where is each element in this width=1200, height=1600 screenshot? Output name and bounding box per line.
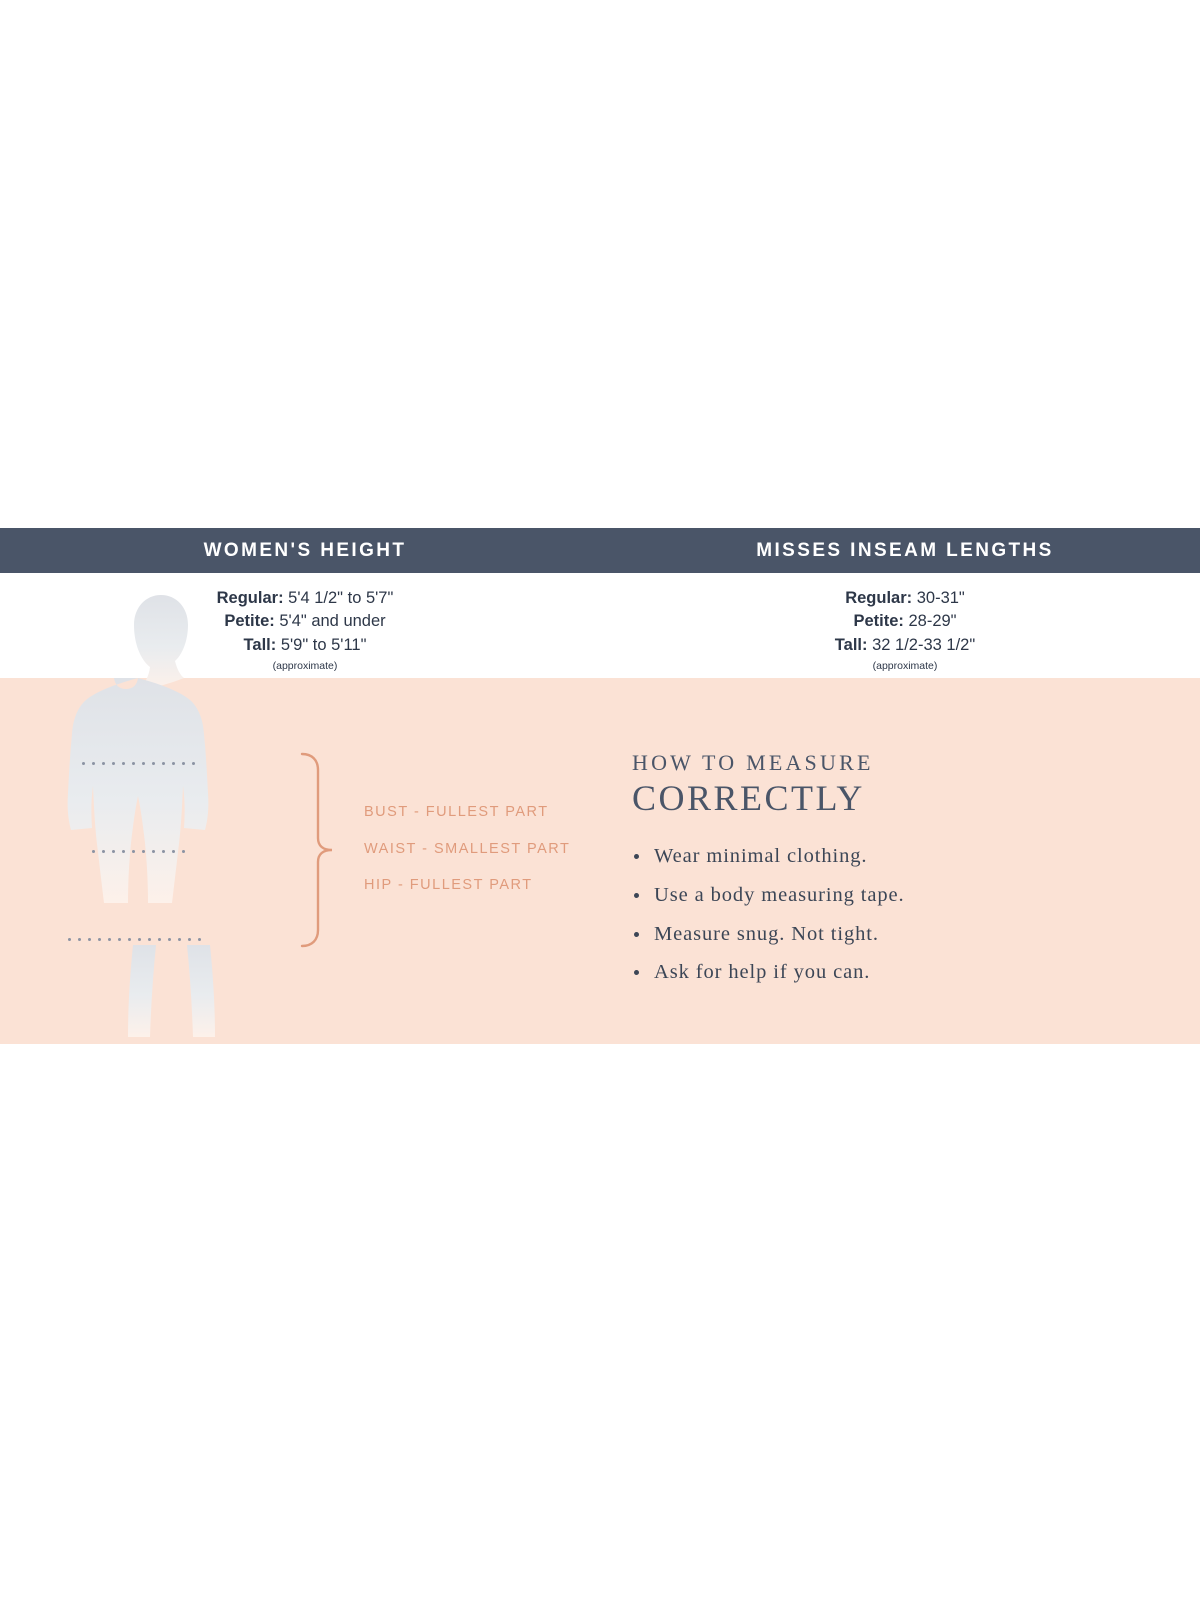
tip-item: Measure snug. Not tight. bbox=[632, 922, 1152, 948]
measurement-label-list bbox=[364, 805, 570, 915]
inseam-row-regular bbox=[845, 587, 965, 610]
inseam-row-petite-label: Petite: bbox=[853, 612, 904, 631]
measure-label-waist: WAIST - SMALLEST PART bbox=[364, 840, 571, 857]
header-title-misses-inseam: MISSES INSEAM LENGTHS bbox=[756, 539, 1054, 561]
tip-item: Wear minimal clothing. bbox=[632, 844, 1152, 870]
tip-item: Ask for help if you can. bbox=[632, 960, 1152, 986]
waist-measure-dotted-line bbox=[92, 850, 185, 853]
measurement-brace-icon bbox=[296, 752, 342, 948]
measure-label-hip: HIP - FULLEST PART bbox=[364, 877, 533, 893]
height-row-regular-value: 5'4 1/2" to 5'7" bbox=[283, 589, 394, 607]
inseam-approximate-note: (approximate) bbox=[872, 660, 938, 673]
header-column-misses-inseam bbox=[610, 528, 1200, 573]
height-row-regular-label: Regular: bbox=[216, 589, 284, 607]
inseam-row-regular-value: 30-31" bbox=[912, 589, 965, 607]
inseam-row-tall-value: 32 1/2-33 1/2" bbox=[867, 635, 976, 654]
height-row-tall-label: Tall: bbox=[243, 635, 277, 654]
inseam-row-tall-label: Tall: bbox=[834, 635, 868, 654]
header-title-womens-height: WOMEN'S HEIGHT bbox=[203, 539, 407, 561]
measure-label-bust: BUST - FULLEST PART bbox=[364, 804, 549, 820]
tip-item: Use a body measuring tape. bbox=[632, 883, 1152, 909]
header-column-womens-height bbox=[0, 528, 610, 573]
bust-measure-dotted-line bbox=[82, 762, 195, 765]
how-to-measure-block bbox=[632, 752, 1152, 999]
hip-measure-dotted-line bbox=[68, 938, 201, 941]
how-to-measure-title: CORRECTLY bbox=[632, 778, 865, 818]
inseam-row-petite bbox=[853, 610, 956, 633]
female-body-silhouette-icon bbox=[30, 585, 290, 1045]
height-row-petite-value: 5'4" and under bbox=[274, 612, 386, 631]
inseam-row-petite-value: 28-29" bbox=[903, 612, 957, 631]
height-row-petite-label: Petite: bbox=[224, 612, 275, 631]
how-to-measure-tips bbox=[632, 844, 1152, 986]
how-to-measure-kicker: HOW TO MEASURE bbox=[632, 750, 874, 775]
height-approximate-note: (approximate) bbox=[272, 660, 338, 673]
section-header-bar bbox=[0, 528, 1200, 573]
inseam-row-regular-label: Regular: bbox=[845, 589, 913, 607]
inseam-row-tall bbox=[835, 634, 975, 657]
facts-column-inseam bbox=[610, 573, 1200, 678]
height-row-tall-value: 5'9" to 5'11" bbox=[276, 635, 367, 654]
